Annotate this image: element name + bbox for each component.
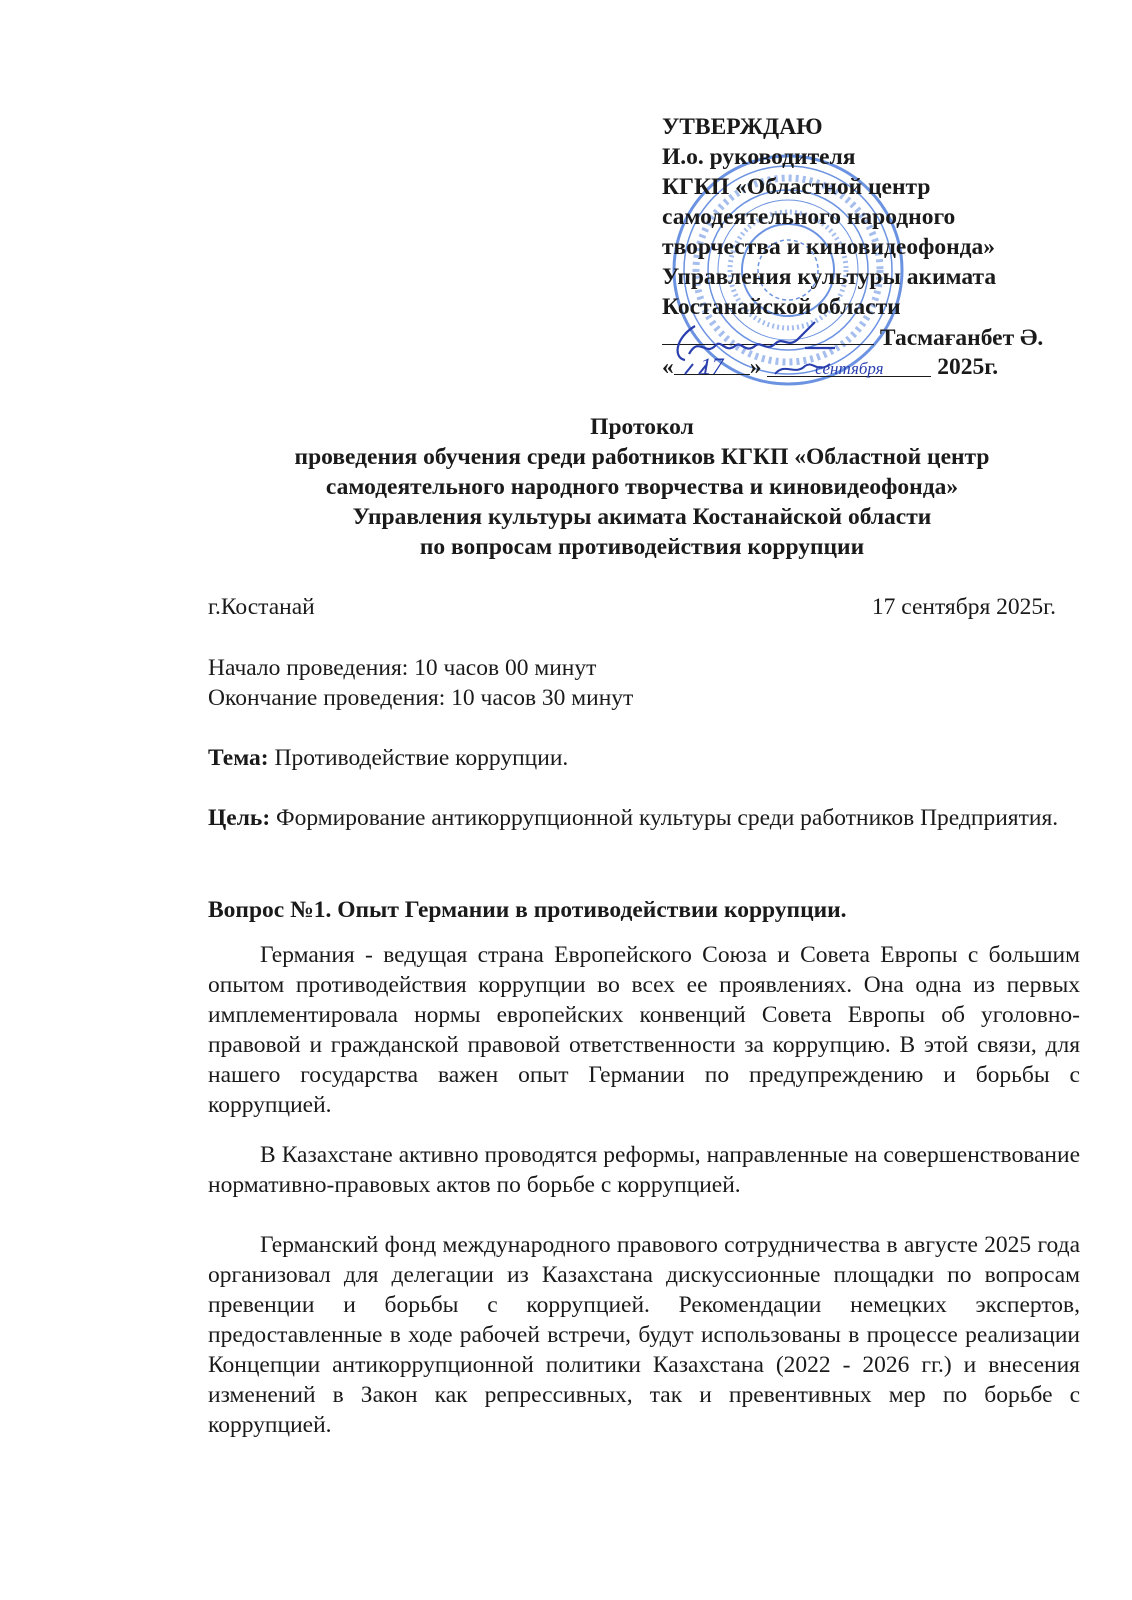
approval-org-line: самодеятельного народного (662, 204, 956, 230)
approval-position: И.о. руководителя (662, 144, 856, 170)
title-line: Протокол (590, 414, 694, 440)
question-heading: Вопрос №1. Опыт Германии в противодействии коррупции. (208, 897, 847, 923)
approval-heading: УТВЕРЖДАЮ (662, 114, 823, 140)
end-time: Окончание проведения: 10 часов 30 минут (208, 685, 634, 711)
title-line: проведения обучения среди работников КГКП «Областной центр (294, 444, 990, 470)
signature (665, 318, 855, 398)
topic-label: Тема: (208, 745, 269, 771)
signatory-name: Тасмағанбет Ә. (879, 325, 1044, 351)
start-time: Начало проведения: 10 часов 00 минут (208, 655, 597, 681)
paragraph: Германия - ведущая страна Европейского Союза и Совета Европы с большим опытом противодействия коррупции во всех ее проявлениях. Она одна из первых имплементировала нормы европейских конвенций Совета Европы об уголовно-правовой и гражданской правовой ответственности за коррупцию. В этой связи, для нашего государства важен опыт Германии по предупреждению и борьбы с коррупцией. (208, 942, 1080, 1118)
approval-org-line: Костанайской области (662, 294, 901, 320)
approval-date: « 17 » сентября 2025г. (662, 354, 999, 380)
paragraph: В Казахстане активно проводятся реформы, направленные на совершенствование нормативно-правовых актов по борьбе с коррупцией. (208, 1142, 1080, 1198)
topic-value: Противодействие коррупции. (268, 745, 569, 771)
goal (208, 803, 1080, 833)
approval-org-line: Управления культуры акимата (662, 264, 997, 290)
document-date: 17 сентября 2025г. (871, 594, 1056, 620)
city: г.Костанай (208, 594, 315, 620)
goal-label: Цель: (208, 805, 271, 831)
date-day: 17 (674, 352, 750, 375)
title-line: самодеятельного народного творчества и киновидеофонда» (325, 474, 959, 500)
document-title (180, 412, 1104, 562)
title-line: Управления культуры акимата Костанайской области (352, 504, 932, 530)
title-line: по вопросам противодействия коррупции (419, 534, 865, 560)
date-month: сентября (767, 354, 931, 377)
date-year: 2025г. (937, 354, 999, 380)
goal-value: Формирование антикоррупционной культуры среди работников Предприятия. (270, 805, 1059, 831)
paragraph: Германский фонд международного правового сотрудничества в августе 2025 года организовал для делегации из Казахстана дискуссионные площадки по вопросам превенции и борьбы с коррупцией. Рекомендации немецких экспертов, предоставленные в ходе рабочей встречи, будут использованы в процессе реализации Концепции антикоррупционной политики Казахстана (2022 - 2026 гг.) и внесения изменений в Закон как репрессивных, так и превентивных мер по борьбе с коррупцией. (208, 1232, 1080, 1438)
approval-org-line: КГКП «Областной центр (662, 174, 931, 200)
topic (208, 743, 568, 773)
approval-org-line: творчества и киновидеофонда» (662, 234, 996, 260)
